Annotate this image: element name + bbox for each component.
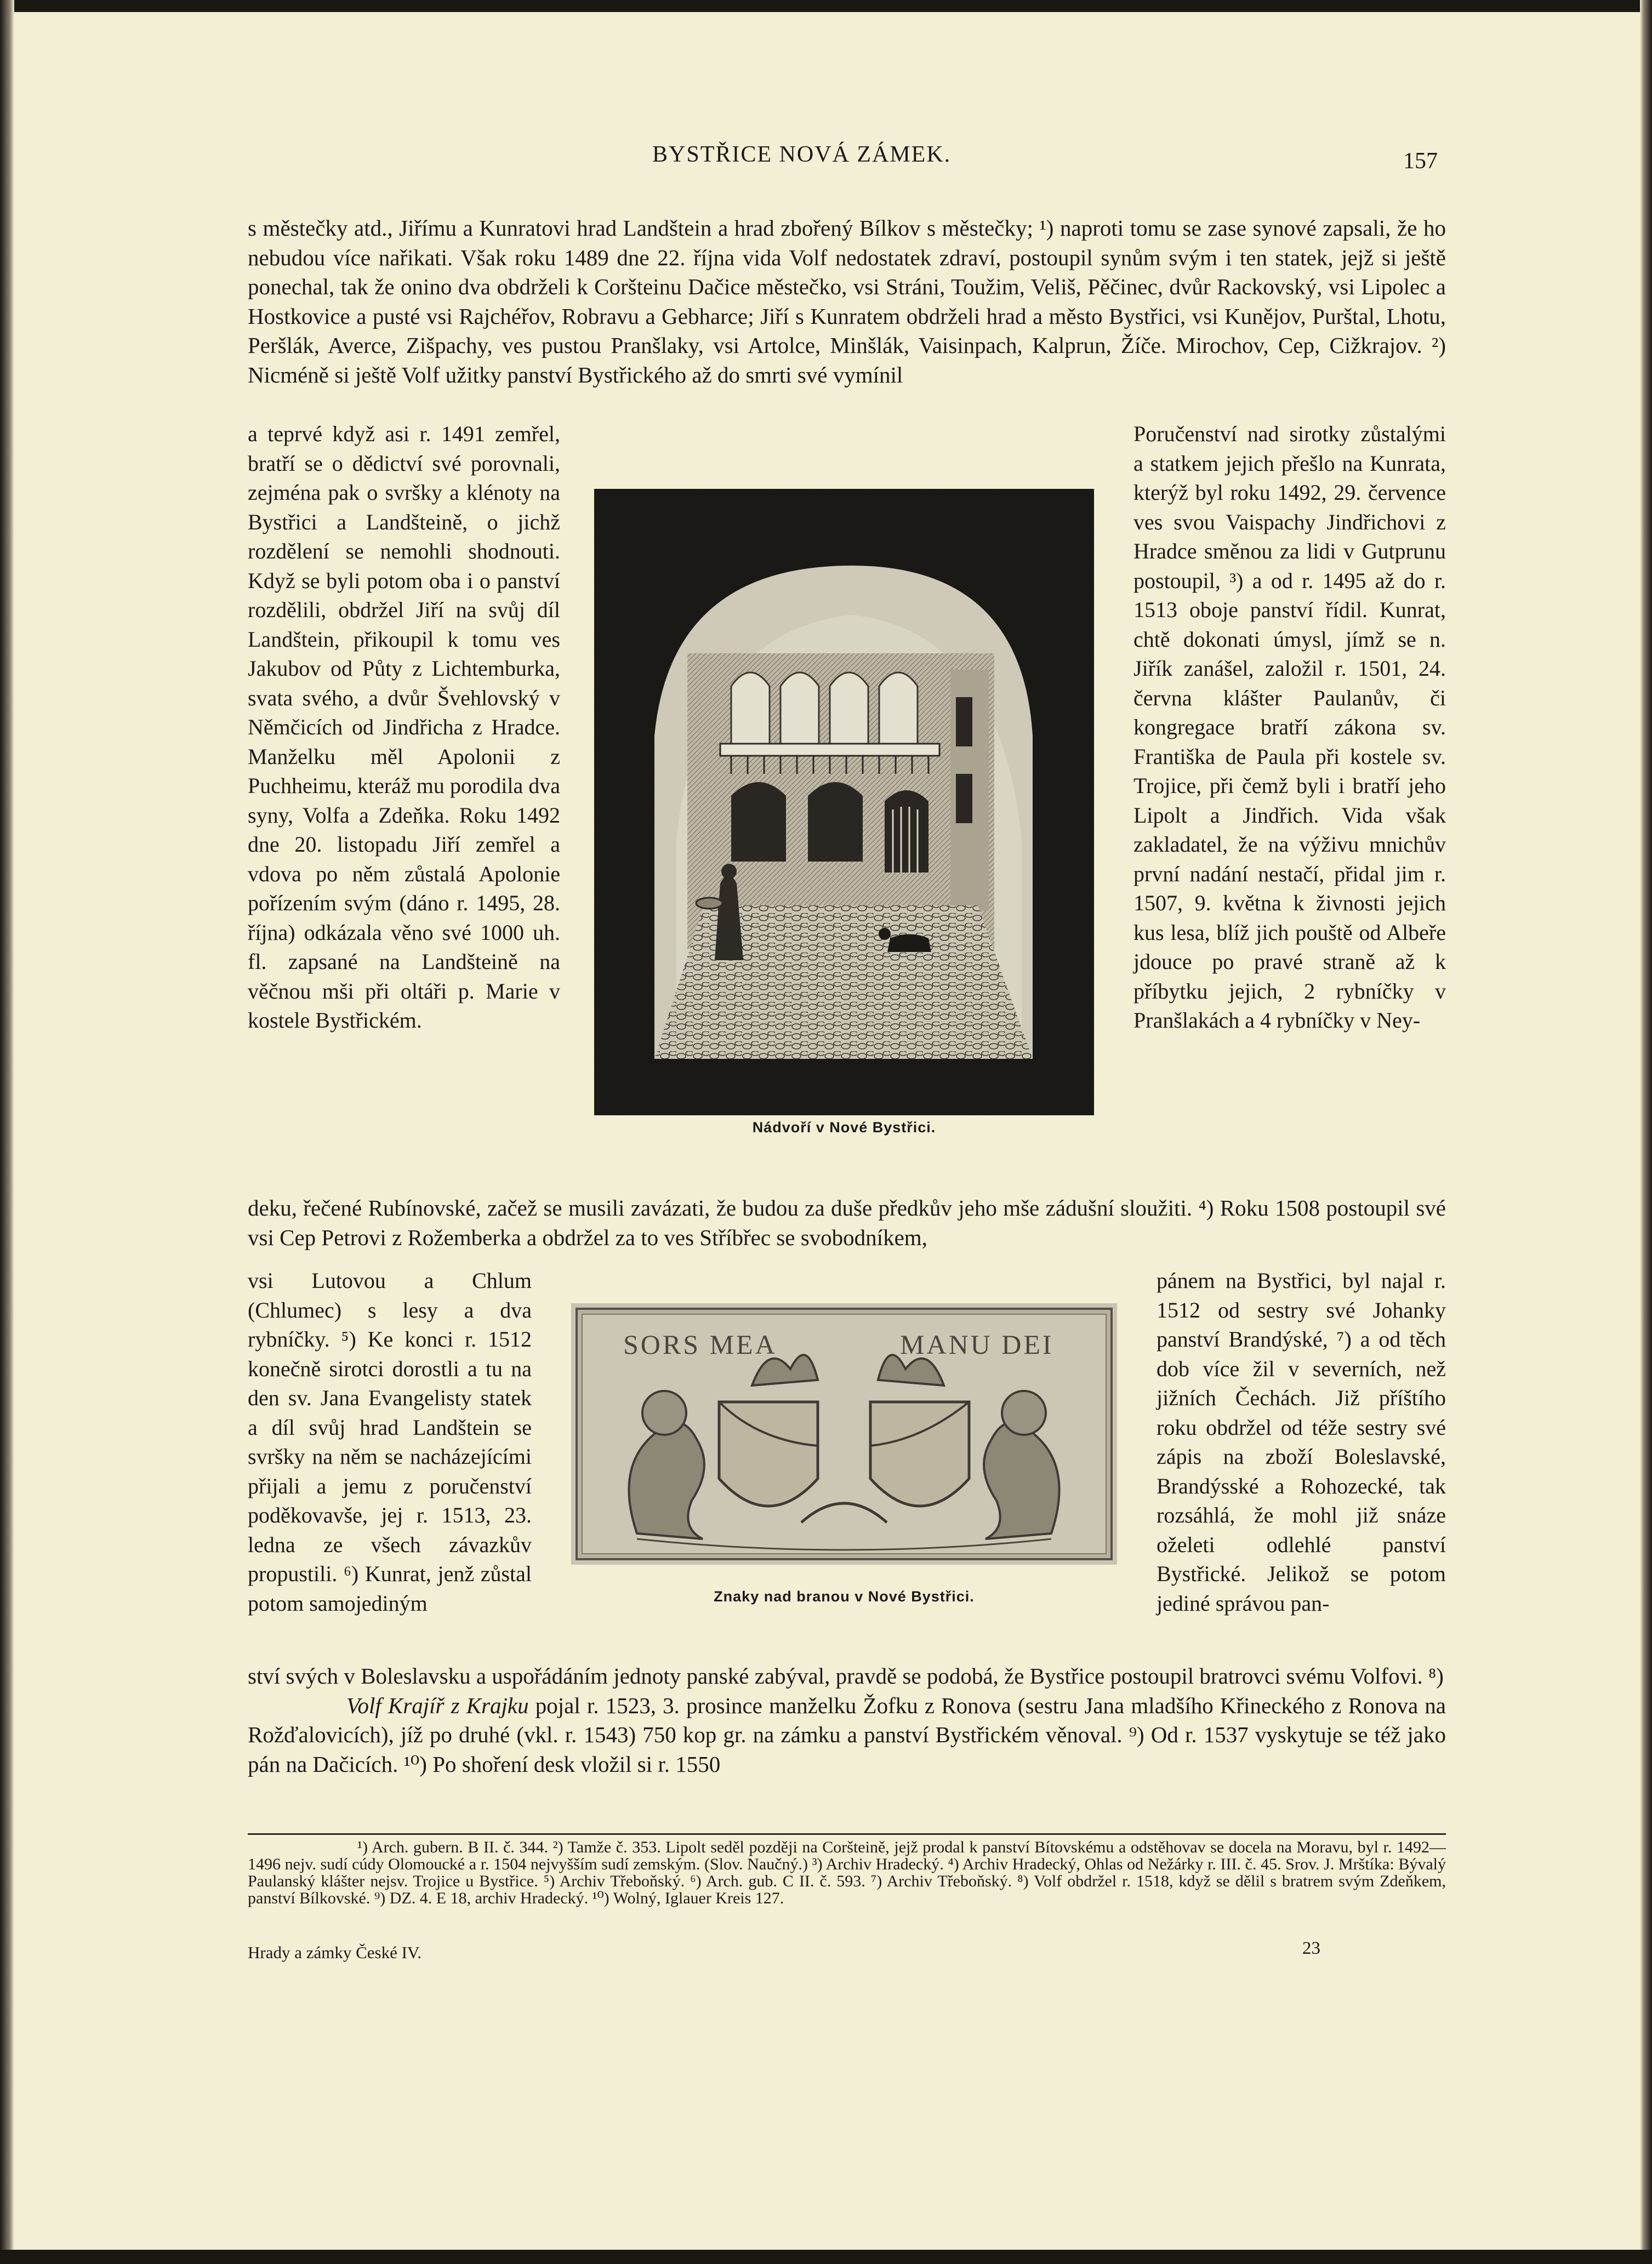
courtyard-engraving-svg [594,489,1094,1115]
running-head: BYSTŘICE NOVÁ ZÁMEK. [652,142,952,167]
right-column-1 [1133,419,1446,1035]
left-column-2-text: vsi Lutovou a Chlum (Chlumec) s lesy a dva rybníčky. ⁵) Ke konci r. 1512 konečně sirotci dorostli a tu na den sv. Jana Evangelisty statek a díl svůj hrad Landštein se svršky na něm se nacházejícími přijali a jemu z poručenství poděkovavše, jej r. 1513, 23. ledna ze všech závazkův propustili. ⁶) Kunrat, jenž zůstal potom samojediným [248,1268,532,1616]
bottom-paragraph-2 [248,1691,1446,1780]
bottom-paragraph-1-text: ství svých v Boleslavsku a uspořádáním jednoty panské zabýval, pravdě se podobá, že Bystřice postoupil bratrovci svému Volfovi. ⁸) [248,1663,1444,1689]
scan-border-right [1640,0,1652,2264]
left-column-2 [248,1266,532,1618]
right-column-2-text: pánem na Bystřici, byl najal r. 1512 od sestry své Johanky panství Brandýské, ⁷) a od těch dob více žil v severních, než jižních Čechách. Již příštího roku obdržel od téže sestry své zápis na zboží Boleslavské, Brandýsské a Rohozecké, tak rozsáhlá, že mohl již snáze oželeti odlehlé panství Bystřické. Jelikož se potom jediné správou pan- [1157,1268,1446,1616]
right-column-2 [1157,1266,1446,1618]
book-signature: Hrady a zámky České IV. [248,1943,422,1962]
right-column-1-text: Poručenství nad sirotky zůstalými a statkem jejich přešlo na Kunrata, kterýž byl roku 1492, 29. července ves svou Vaispachy Jindřichovi z Hradce směnou za lidi v Gutprunu postoupil, ³) a od r. 1495 až do r. 1513 oboje panství řídil. Kunrat, chtě dokonati úmysl, jímž se n. Jiřík zanášel, založil r. 1501, 24. června klášter Paulanův, či kongregace bratří zákona sv. Františka de Paula při kostele sv. Trojice, při čemž byli i bratří jeho Lipolt a Jindřich. Vida však zakladatel, že na výživu mnichův první nadání nestačí, přidal jim r. 1507, 9. května k živnosti jejich kus lesa, blíž jich pouště od Albeře jdouce po pravé straně až k příbytku jejich, 2 rybníčky v Pranšlakách a 4 rybníčky v Ney- [1133,421,1446,1033]
courtyard-caption: Nádvoří v Nové Bystřici. [752,1119,936,1136]
top-paragraph-text: s městečky atd., Jiřímu a Kunratovi hrad Landštein a hrad zbořený Bílkov s městečky; ¹) naproti tomu se zase synové zapsali, že ho nebudou více nařikati. Však roku 1489 dne 22. října vida Volf nedostatek zdraví, postoupil synům svým i ten statek, jejž si ještě ponechal, tak že onino dva obdrželi k Coršteinu Dačice městečko, vsi Stráni, Toužim, Veliš, Pěčinec, dvůr Rackovský, vsi Lipolec a Hostkovice a pusté vsi Rajchéřov, Robravu a Gebharce; Jiří s Kunratem obdrželi hrad a město Bystřici, vsi Kunějov, Purštal, Lhotu, Peršlák, Averce, Zišpachy, ves pustou Pranšlaky, vsi Artolce, Minšlák, Vaisinpach, Kalprun, Žíče. Mirochov, Cep, Cižkrajov. ²) Nicméně si ještě Volf užitky panství Bystřického až do smrti své vymínil [248,215,1446,387]
bottom-paragraph-2-text: pojal r. 1523, 3. prosince manželku Žofku z Ronova (sestru Jana mladšího Křineckého z Ronova na Rožďalovicích), jíž po druhé (vkl. r. 1543) 750 kop gr. na zámku a panství Bystřickém věnoval. ⁹) Od r. 1537 vyskytuje se též jako pán na Dačicích. ¹⁰) Po shoření desk vložil si r. 1550 [248,1692,1446,1777]
relief-inscription-right: MANU DEI [900,1329,1054,1360]
page-number: 157 [1403,149,1438,174]
coat-of-arms-relief-svg [571,1303,1117,1565]
scan-border-top [0,0,1652,12]
middle-paragraph-text: deku, řečené Rubínovské, začež se musili zavázati, že budou za duše předkův jeho mše zádušní sloužiti. ⁴) Roku 1508 postoupil své vsi Cep Petrovi z Rožemberka a obdržel za to ves Stříbřec se svobodníkem, [248,1195,1446,1250]
sheet-number: 23 [1302,1938,1320,1958]
scan-border-left [0,0,14,2264]
left-column-1 [248,419,560,1035]
bottom-paragraph [248,1662,1446,1779]
bottom-paragraph-2-name: Volf Krajíř z Krajku [346,1692,529,1718]
coat-of-arms-relief [571,1303,1117,1565]
top-paragraph [248,214,1446,390]
footnote-rule [248,1833,1446,1835]
relief-inscription-left: SORS MEA [623,1329,777,1360]
coat-of-arms-caption: Znaky nad branou v Nové Bystřici. [714,1588,975,1605]
middle-paragraph [248,1194,1446,1252]
footnotes-text: ¹) Arch. gubern. B II. č. 344. ²) Tamže č. 353. Lipolt seděl později na Coršteině, jejž prodal k panství Bítovskému a odstěhovav se docela na Moravu, byl r. 1492—1496 nejv. sudí cúdy Olomoucké a r. 1504 nejvyšším sudí zemským. (Slov. Naučný.) ³) Archiv Hradecký. ⁴) Archiv Hradecký, Ohlas od Nežárky r. III. č. 45. Srov. J. Mrštíka: Bývalý Paulanský klášter nejsv. Trojice u Bystřice. ⁵) Archiv Třeboňský. ⁶) Arch. gub. C II. č. 593. ⁷) Archiv Třeboňský. ⁸) Volf obdržel r. 1518, když se dělil s bratrem svým Zdeňkem, panství Bílkovské. ⁹) DZ. 4. E 18, archiv Hradecký. ¹⁰) Wolný, Iglauer Kreis 127. [248,1838,1446,1907]
footnotes [248,1839,1446,1907]
scan-border-bottom [0,2250,1652,2264]
courtyard-engraving [594,489,1094,1115]
left-column-1-text: a teprvé když asi r. 1491 zemřel, bratří se o dědictví své porovnali, zejména pak o svršky a klénoty na Bystřici a Landšteině, o jichž rozdělení se nemohli shodnouti. Když se byli potom oba i o panství rozdělili, obdržel Jiří na svůj díl Landštein, přikoupil k tomu ves Jakubov od Půty z Lichtemburka, svata svého, a dvůr Švehlovský v Němčicích od Jindřicha z Hradce. Manželku měl Apolonii z Puchheimu, kteráž mu porodila dva syny, Volfa a Zdeňka. Roku 1492 dne 20. listopadu Jiří zemřel a vdova po něm zůstalá Apolonie pořízením svým (dáno r. 1495, 28. října) odkázala věno své 1000 uh. fl. zapsané na Landšteině na věčnou mši při oltáři p. Marie v kostele Bystřickém. [248,421,560,1033]
